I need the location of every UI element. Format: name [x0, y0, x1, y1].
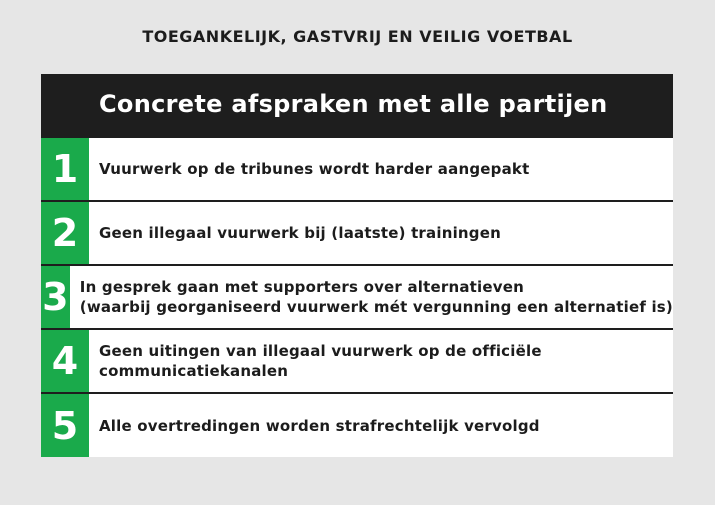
item-number: 5 [41, 394, 89, 457]
card-header [41, 74, 673, 138]
list-item-3 [41, 266, 673, 328]
item-text [99, 159, 529, 179]
item-number: 1 [41, 138, 89, 200]
item-text-line: Vuurwerk op de tribunes wordt harder aangepakt [99, 160, 530, 178]
item-text [99, 341, 542, 381]
item-text [99, 416, 540, 436]
list-item-1 [41, 138, 673, 200]
list-item-2 [41, 202, 673, 264]
item-number: 4 [41, 330, 89, 392]
list-item-4 [41, 330, 673, 392]
item-text-line: communicatiekanalen [99, 362, 289, 380]
agreements-list [41, 138, 673, 457]
item-number: 2 [41, 202, 89, 264]
item-text-cell [89, 202, 673, 264]
item-text-line: Alle overtredingen worden strafrechtelijk vervolgd [99, 416, 540, 435]
item-text-cell [89, 394, 673, 457]
list-item-5 [41, 394, 673, 457]
item-text-cell [89, 330, 673, 392]
agreements-card [41, 74, 673, 457]
item-text-line: In gesprek gaan met supporters over alternatieven [79, 278, 524, 296]
card-title: Concrete afspraken met alle partijen [99, 90, 608, 118]
item-text-cell [70, 266, 673, 328]
page-heading: TOEGANKELIJK, GASTVRIJ EN VEILIG VOETBAL [142, 27, 573, 46]
item-text-line: Geen illegaal vuurwerk bij (laatste) trainingen [99, 224, 501, 242]
item-text-cell [89, 138, 673, 200]
item-number: 3 [41, 266, 70, 328]
item-text-line: Geen uitingen van illegaal vuurwerk op de officiële [99, 342, 542, 360]
item-text [99, 223, 501, 243]
item-text [80, 277, 673, 317]
item-text-line: (waarbij georganiseerd vuurwerk mét vergunning een alternatief is) [79, 298, 673, 316]
